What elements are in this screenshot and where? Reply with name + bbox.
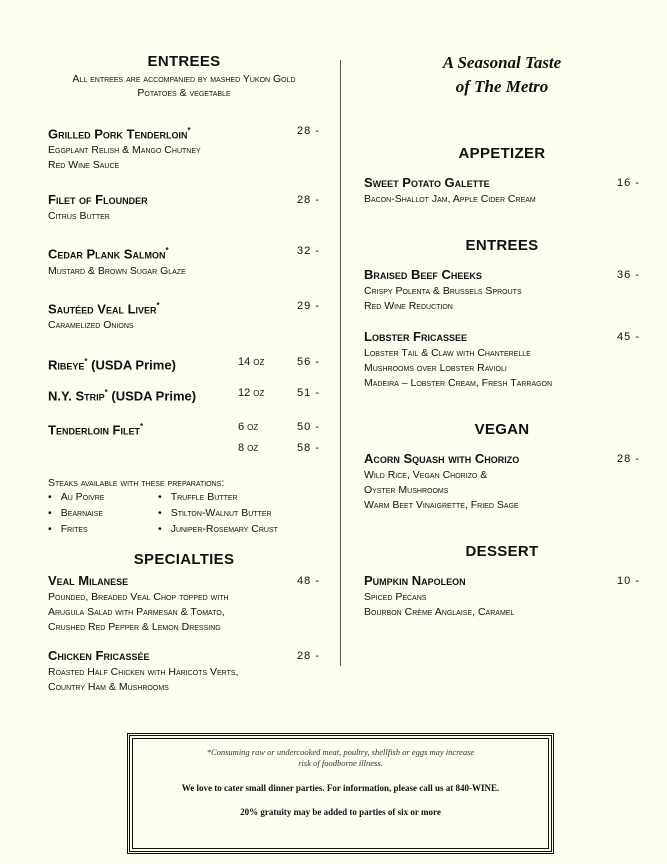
- item-desc: Crispy Polenta & Brussels Sprouts: [364, 285, 522, 297]
- item-desc: Country Ham & Mushrooms: [48, 680, 169, 693]
- item-name: Sautéed Veal Liver: [48, 300, 157, 316]
- item-price: 36 -: [617, 269, 640, 281]
- vegan-heading: VEGAN: [474, 421, 530, 438]
- column-divider: [340, 60, 341, 666]
- item-desc: Warm Beet Vinaigrette, Fried Sage: [364, 499, 519, 511]
- menu-item: [48, 191, 320, 224]
- item-desc: Pounded, Breaded Veal Chop topped with: [48, 590, 229, 603]
- item-price: 29 -: [297, 299, 320, 312]
- item-name: Tenderloin Filet: [48, 421, 140, 437]
- item-price: 16 -: [617, 177, 640, 189]
- prep-item: • Stilton-Walnut Butter: [158, 505, 272, 521]
- menu-item: [364, 266, 640, 314]
- menu-item: [364, 450, 640, 513]
- item-desc: Mustard & Brown Sugar Glaze: [48, 264, 186, 277]
- item-name: Filet of Flounder: [48, 192, 148, 208]
- menu-item: [364, 328, 640, 391]
- asterisk: *: [104, 388, 108, 398]
- item-name: Pumpkin Napoleon: [364, 573, 466, 588]
- item-name: Cedar Plank Salmon: [48, 246, 166, 262]
- item-desc: Caramelized Onions: [48, 318, 134, 331]
- item-desc: Red Wine Reduction: [364, 300, 453, 312]
- item-price: 45 -: [617, 331, 640, 343]
- prep-item: • Frites: [48, 521, 88, 537]
- dessert-heading: DESSERT: [465, 543, 539, 560]
- item-desc: Citrus Butter: [48, 210, 110, 223]
- item-name: Lobster Fricassee: [364, 329, 468, 344]
- menu-item: [364, 174, 640, 207]
- entrees-right-heading: ENTREES: [465, 237, 539, 254]
- food-safety-warning: *Consuming raw or undercooked meat, poultry, shellfish or eggs may increase risk of foodborne illness.: [206, 747, 475, 768]
- item-name: Braised Beef Cheeks: [364, 267, 482, 282]
- item-price: 48 -: [297, 574, 320, 587]
- specialties-heading: SPECIALTIES: [133, 550, 235, 568]
- right-column: [364, 0, 640, 620]
- entrees-heading: ENTREES: [147, 53, 221, 70]
- item-name: Veal Milanese: [48, 572, 129, 588]
- menu-item: [48, 297, 320, 333]
- item-price: 28 -: [297, 649, 320, 662]
- item-price: 28 -: [297, 194, 320, 207]
- menu-item: [48, 647, 320, 695]
- item-price: 28 -: [617, 453, 640, 465]
- menu-item: [48, 572, 320, 635]
- catering-note: We love to cater small dinner parties. For information, please call us at 840-WINE.: [181, 783, 500, 793]
- item-price: 51 -: [297, 387, 320, 400]
- item-desc: Roasted Half Chicken with Haricots Verts,: [48, 665, 239, 678]
- tagline-line-1: A Seasonal Taste: [442, 53, 562, 72]
- item-size: 12 oz: [238, 387, 265, 400]
- item-desc: Bacon-Shallot Jam, Apple Cider Cream: [364, 193, 536, 205]
- item-desc: Lobster Tail & Claw with Chanterelle: [364, 347, 531, 359]
- preparations-title: Steaks available with these preparations:: [48, 476, 225, 489]
- item-desc: Madeira – Lobster Cream, Fresh Tarragon: [364, 377, 553, 389]
- steak-filet: [48, 418, 320, 455]
- item-size: 8 oz: [238, 441, 259, 454]
- item-name: Grilled Pork Tenderloin: [48, 126, 188, 142]
- item-desc: Wild Rice, Vegan Chorizo &: [364, 469, 488, 481]
- asterisk: *: [84, 356, 88, 366]
- item-desc: Bourbon Crème Anglaise, Caramel: [364, 606, 515, 618]
- steak-strip: [48, 384, 320, 405]
- menu-item: [48, 242, 320, 278]
- item-desc: Crushed Red Pepper & Lemon Dressing: [48, 620, 221, 633]
- item-size: 6 oz: [238, 420, 259, 433]
- item-qualifier: (USDA Prime): [107, 388, 197, 404]
- asterisk: *: [140, 421, 144, 431]
- preparations-list: [48, 489, 320, 539]
- gratuity-note: 20% gratuity may be added to parties of six or more: [240, 807, 441, 817]
- left-column: [48, 0, 320, 695]
- steak-ribeye: [48, 353, 320, 374]
- item-name: N.Y. Strip: [48, 388, 105, 404]
- item-desc: Spiced Pecans: [364, 591, 427, 603]
- item-desc: Eggplant Relish & Mango Chutney: [48, 144, 201, 157]
- tagline-line-2: of The Metro: [455, 77, 549, 96]
- item-qualifier: (USDA Prime): [87, 357, 176, 373]
- entrees-intro: All entrees are accompanied by mashed Yukon Gold Potatoes & vegetable: [72, 73, 296, 99]
- item-desc: Red Wine Sauce: [48, 159, 120, 172]
- item-price: 10 -: [617, 575, 640, 587]
- item-name: Chicken Fricassée: [48, 647, 150, 663]
- appetizer-heading: APPETIZER: [458, 145, 546, 162]
- asterisk: *: [156, 300, 160, 310]
- item-price: 32 -: [297, 245, 320, 258]
- item-price: 58 -: [297, 441, 320, 454]
- notice-box: [127, 733, 554, 854]
- item-price: 28 -: [297, 125, 320, 137]
- item-desc: Arugula Salad with Parmesan & Tomato,: [48, 605, 225, 618]
- item-desc: Oyster Mushrooms: [364, 484, 449, 496]
- prep-item: • Juniper-Rosemary Crust: [158, 521, 278, 537]
- menu-item: [48, 122, 320, 173]
- item-name: Sweet Potato Galette: [364, 175, 490, 190]
- prep-item: • Bearnaise: [48, 505, 103, 521]
- asterisk: *: [165, 246, 169, 256]
- item-desc: Mushrooms over Lobster Ravioli: [364, 362, 507, 374]
- item-name: Acorn Squash with Chorizo: [364, 451, 520, 466]
- prep-item: • Au Poivre: [48, 489, 104, 505]
- prep-item: • Truffle Butter: [158, 489, 238, 505]
- menu-item: [364, 572, 640, 620]
- item-price: 56 -: [297, 355, 320, 368]
- item-name: Ribeye: [48, 357, 85, 373]
- item-price: 50 -: [297, 420, 320, 433]
- asterisk: *: [187, 126, 191, 135]
- item-size: 14 oz: [238, 355, 265, 368]
